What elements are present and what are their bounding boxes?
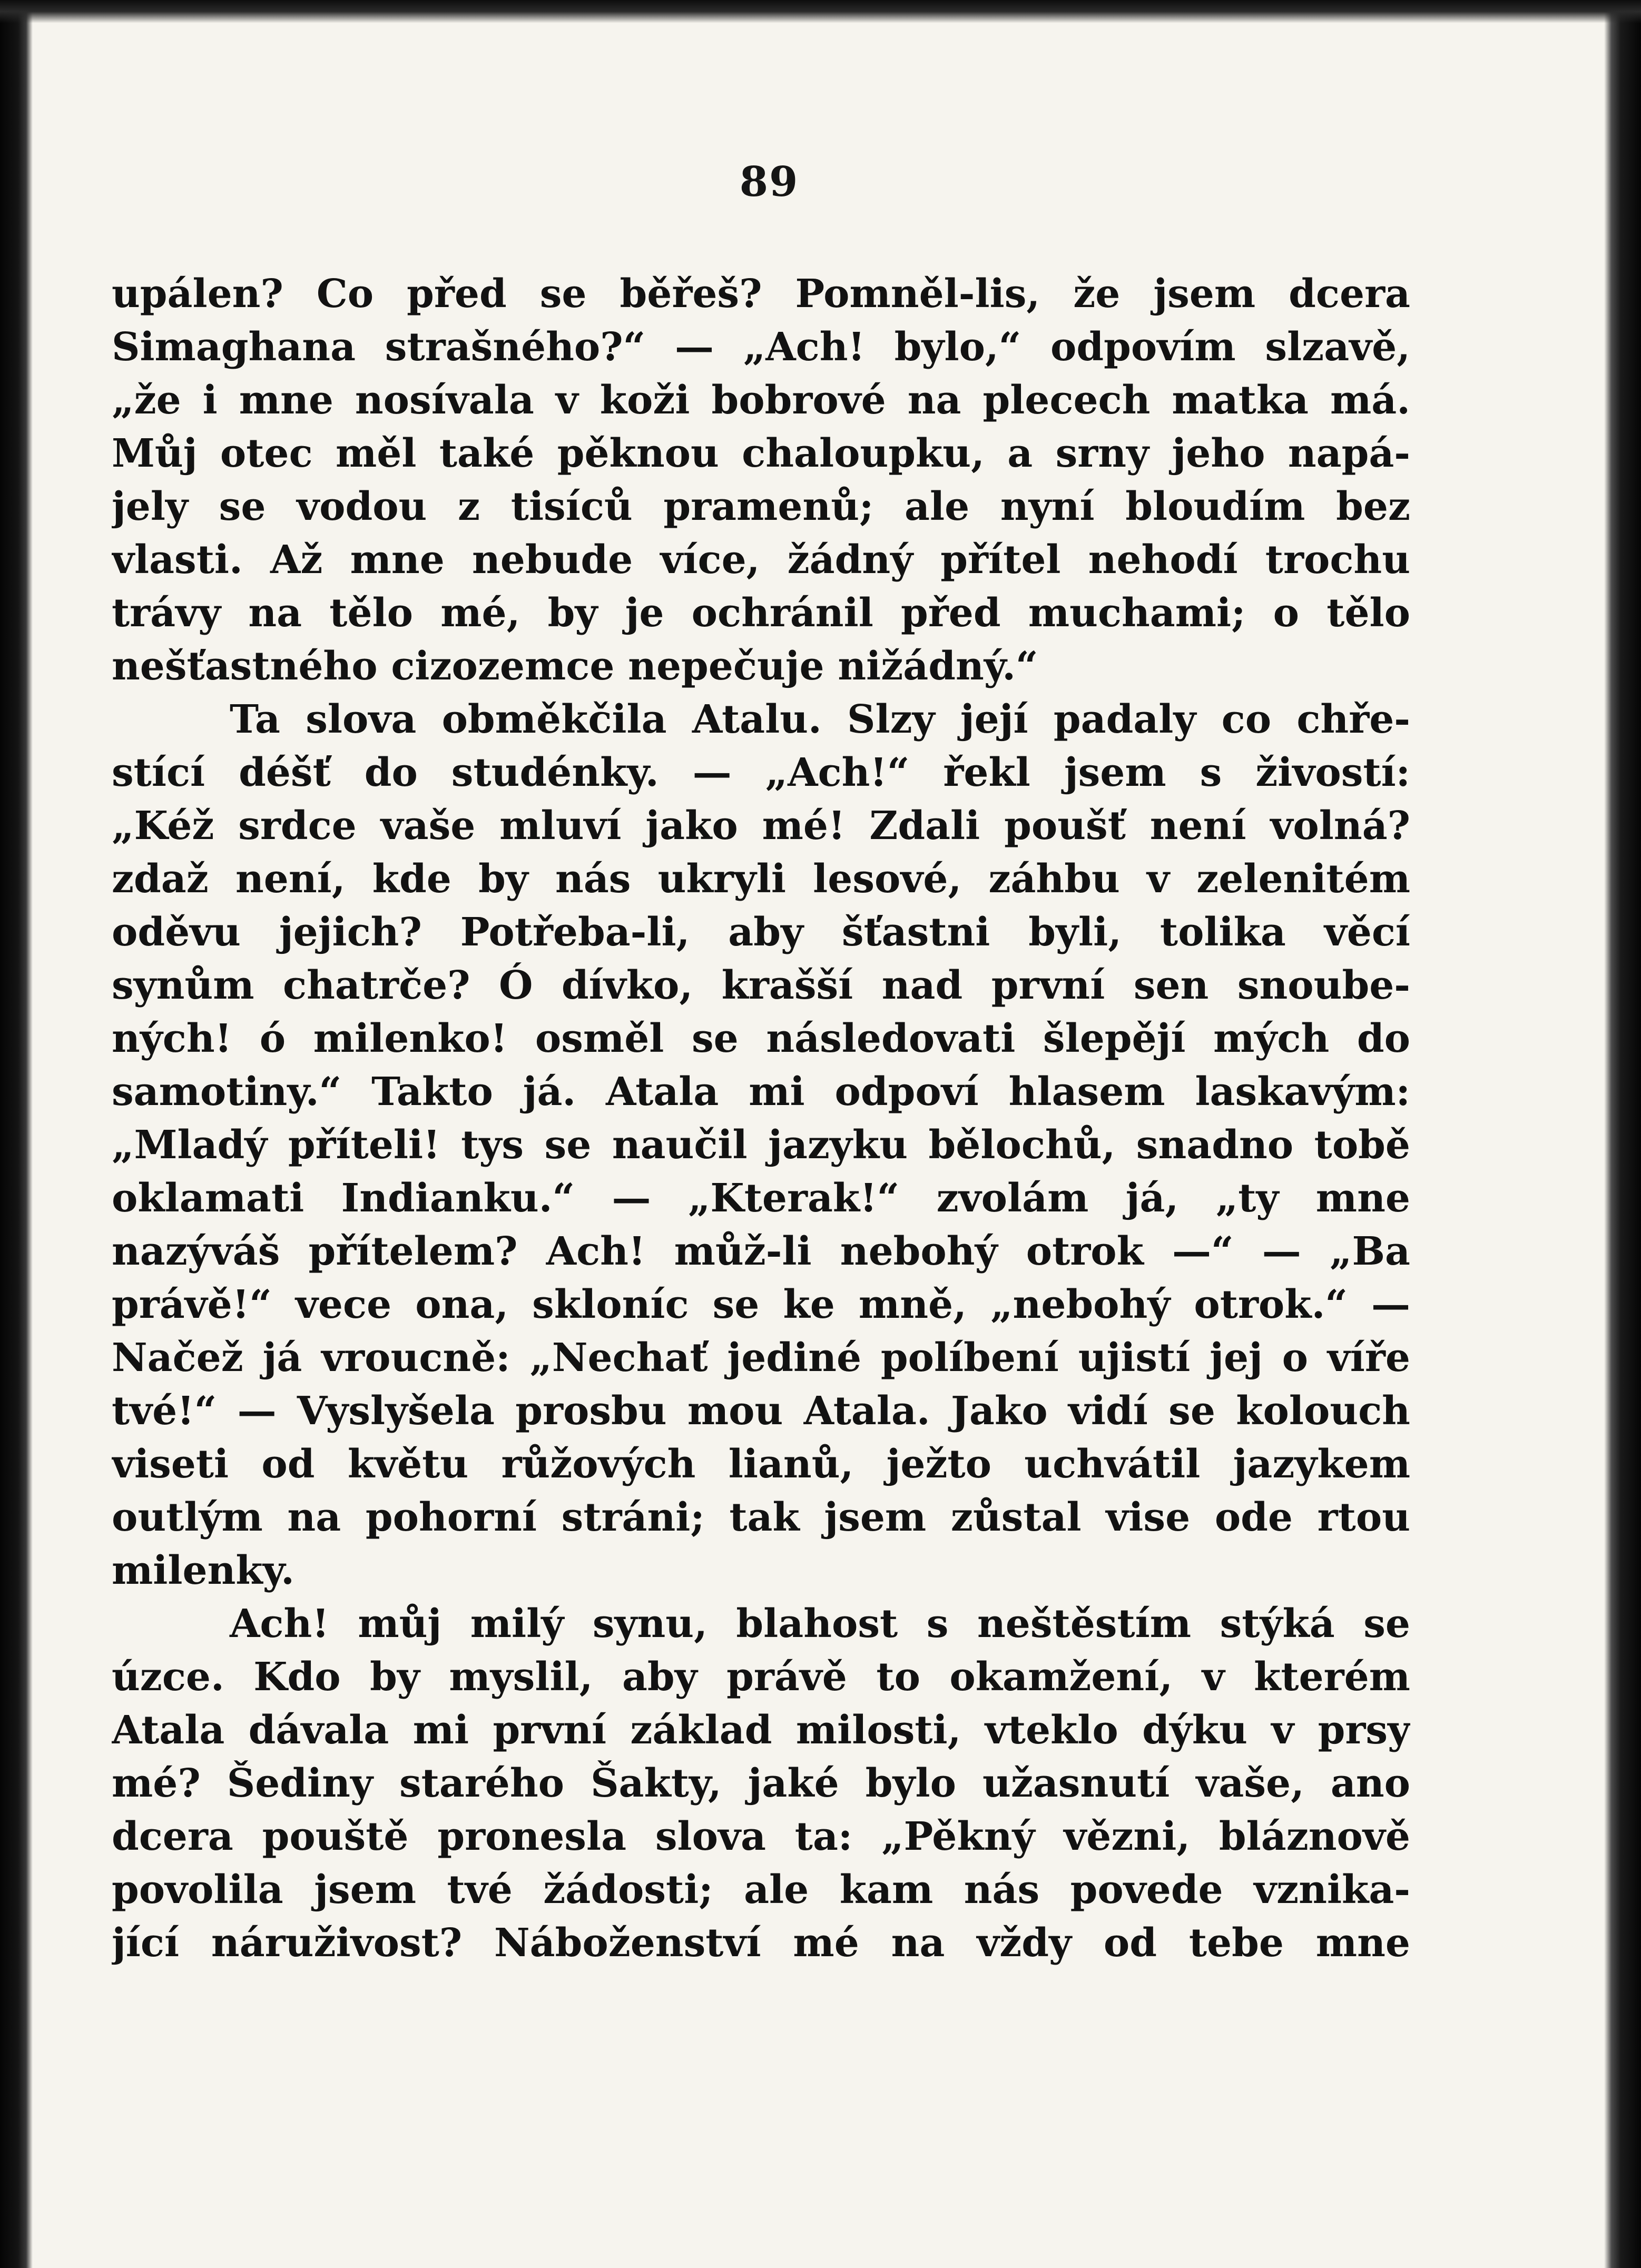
text-line: synům chatrče? Ó dívko, krašší nad první sen snoube-: [112, 963, 1410, 1008]
text-line: outlým na pohorní stráni; tak jsem zůstal vise ode rtou: [112, 1495, 1410, 1540]
text-line: Načež já vroucně: „Nechať jediné políbení ujistí jej o víře: [112, 1335, 1410, 1380]
text-line: ných! ó milenko! osměl se následovati šlepějí mých do: [112, 1016, 1410, 1061]
text-line: Ach! můj milý synu, blahost s neštěstím stýká se: [230, 1601, 1410, 1646]
text-line: jely se vodou z tisíců pramenů; ale nyní bloudím bez: [112, 484, 1410, 529]
text-line: úzce. Kdo by myslil, aby právě to okamžení, v kterém: [112, 1654, 1410, 1700]
text-line: zdaž není, kde by nás ukryli lesové, záhbu v zelenitém: [112, 856, 1410, 902]
text-line: „že i mne nosívala v koži bobrové na plecech matka má.: [112, 378, 1410, 423]
scan-edge-left: [0, 0, 33, 2268]
text-line: Simaghana strašného?“ — „Ach! bylo,“ odpovím slzavě,: [112, 324, 1410, 370]
text-line: „Mladý příteli! tys se naučil jazyku bělochů, snadno tobě: [112, 1122, 1410, 1168]
text-line: nazýváš přítelem? Ach! můž-li nebohý otrok —“ — „Ba: [112, 1229, 1410, 1274]
text-line: milenky.: [112, 1548, 294, 1593]
text-line: trávy na tělo mé, by je ochránil před muchami; o tělo: [112, 590, 1410, 636]
text-line: mé? Šediny starého Šakty, jaké bylo užasnutí vaše, ano: [112, 1761, 1410, 1806]
text-line: oděvu jejich? Potřeba-li, aby šťastni byli, tolika věcí: [112, 910, 1410, 955]
scan-edge-right: [1604, 0, 1641, 2268]
page-number: 89: [739, 158, 799, 206]
text-line: jící náruživost? Náboženství mé na vždy od tebe mne: [112, 1920, 1410, 1966]
text-line: samotiny.“ Takto já. Atala mi odpoví hlasem laskavým:: [112, 1069, 1410, 1115]
text-line: vlasti. Až mne nebude více, žádný přítel nehodí trochu: [112, 537, 1410, 583]
text-line: dcera pouště pronesla slova ta: „Pěkný vězni, bláznově: [112, 1814, 1410, 1859]
text-line: upálen? Co před se běřeš? Pomněl-lis, že jsem dcera: [112, 271, 1410, 317]
text-line: viseti od květu růžových lianů, ježto uchvátil jazykem: [112, 1442, 1410, 1487]
text-line: „Kéž srdce vaše mluví jako mé! Zdali poušť není volná?: [112, 803, 1410, 849]
text-line: tvé!“ — Vyslyšela prosbu mou Atala. Jako vidí se kolouch: [112, 1388, 1410, 1434]
body-text: [112, 268, 1410, 1970]
text-line: Ta slova obměkčila Atalu. Slzy její padaly co chře-: [230, 697, 1410, 742]
text-line: povolila jsem tvé žádosti; ale kam nás povede vznika-: [112, 1867, 1410, 1912]
text-line: nešťastného cizozemce nepečuje nižádný.“: [112, 644, 1038, 689]
text-line: stící déšť do studénky. — „Ach!“ řekl jsem s živostí:: [112, 750, 1410, 795]
text-line: Atala dávala mi první základ milosti, vteklo dýku v prsy: [112, 1708, 1410, 1753]
text-line: oklamati Indianku.“ — „Kterak!“ zvolám já, „ty mne: [112, 1176, 1410, 1221]
scan-edge-top: [0, 0, 1641, 23]
text-line: Můj otec měl také pěknou chaloupku, a srny jeho napá-: [112, 431, 1410, 476]
text-line: právě!“ vece ona, skloníc se ke mně, „nebohý otrok.“ —: [112, 1282, 1410, 1327]
